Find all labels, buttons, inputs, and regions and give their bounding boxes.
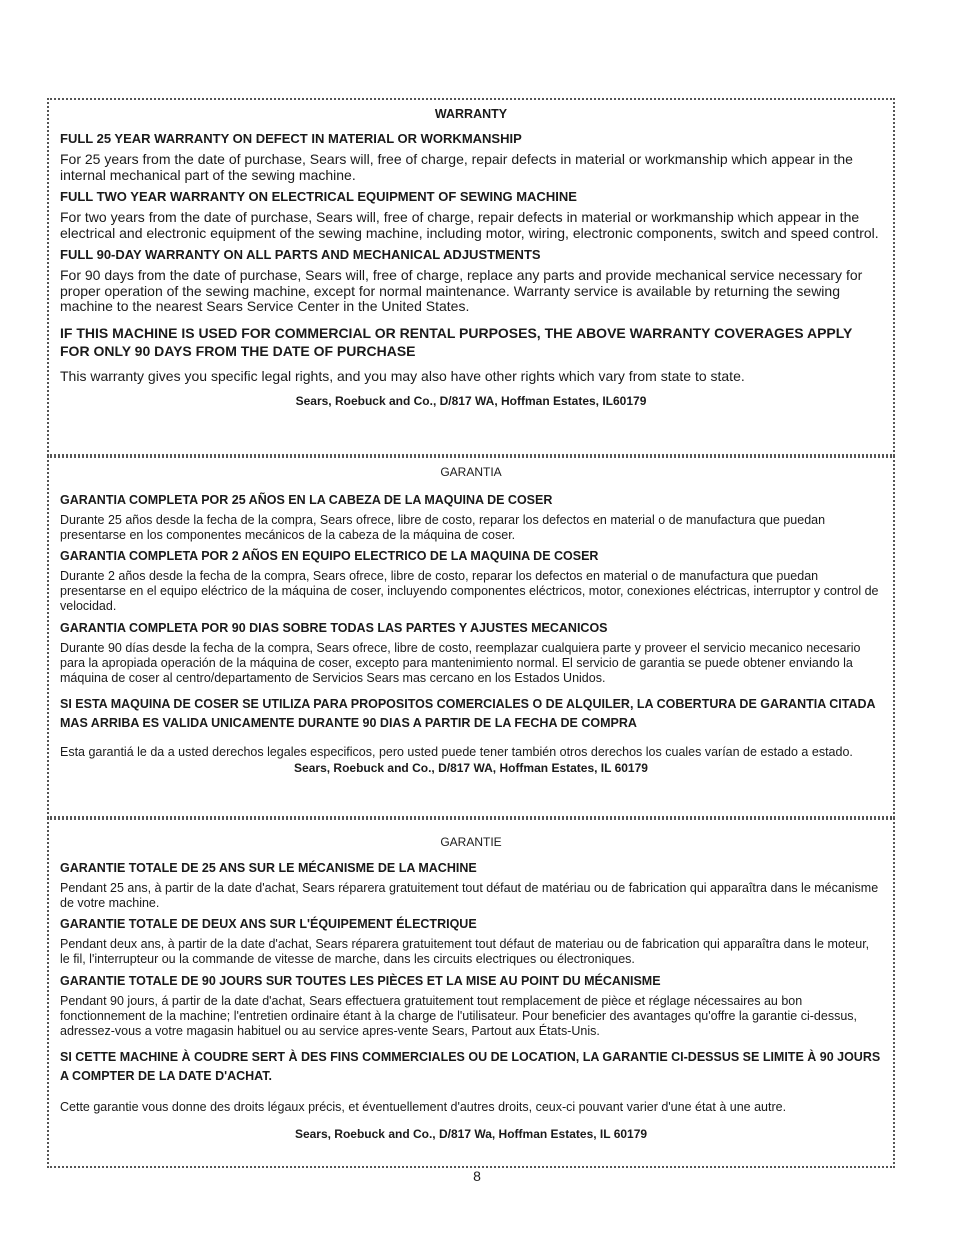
section-title-deux-ans: GARANTIE TOTALE DE DEUX ANS SUR L'ÉQUIPEMENT ÉLECTRIQUE (60, 917, 477, 931)
section-text-25-year: For 25 years from the date of purchase, Sears will, free of charge, repair defects in material or workmanship which appear in the internal mechanical part of the sewing machine. (60, 151, 853, 183)
section-title-90-dias: GARANTIA COMPLETA POR 90 DIAS SOBRE TODAS LAS PARTES Y AJUSTES MECANICOS (60, 621, 608, 635)
section-text-90-dias: Durante 90 días desde la fecha de la compra, Sears ofrece, libre de costo, reemplazar cualquiera parte y proveer el servicio mecanico necesario para la apropiada operación de la máquina de coser, excepto para mantenimiento normal. El servicio de garantia se puede obtener enviando la máquina de coser al centro/departamento de Servicios Sears mas cercano en los Estados Unidos. (60, 641, 861, 685)
warranty-french-content (60, 820, 882, 1141)
warranty-english-content (60, 100, 882, 408)
warranty-english-box (47, 98, 895, 456)
sears-direccion-footer: Sears, Roebuck and Co., D/817 WA, Hoffman Estates, IL 60179 (294, 761, 648, 775)
section-text-2-anos: Durante 2 años desde la fecha de la compra, Sears ofrece, libre de costo, reparar los defectos en material o de manufactura que puedan presentarse en el equipo eléctrico de la máquina de coser, incluyendo componentes eléctricos, motor, conexiones eléctricas, interruptor y control de velocidad. (60, 569, 879, 613)
usage-commercial-notice: SI CETTE MACHINE À COUDRE SERT À DES FINS COMMERCIALES OU DE LOCATION, LA GARANTIE CI-DESSUS SE LIMITE À 90 JOURS A COMPTER DE LA DATE D'ACHAT. (60, 1050, 881, 1083)
section-title-25-year: FULL 25 YEAR WARRANTY ON DEFECT IN MATERIAL OR WORKMANSHIP (60, 131, 522, 146)
page-number: 8 (473, 1168, 481, 1184)
warranty-spanish-box (47, 456, 895, 818)
section-title-2-anos: GARANTIA COMPLETA POR 2 AÑOS EN EQUIPO ELECTRICO DE LA MAQUINA DE COSER (60, 549, 599, 563)
section-title-90-jours: GARANTIE TOTALE DE 90 JOURS SUR TOUTES LES PIÈCES ET LA MISE AU POINT DU MÉCANISME (60, 974, 661, 988)
section-title-90-day: FULL 90-DAY WARRANTY ON ALL PARTS AND MECHANICAL ADJUSTMENTS (60, 247, 541, 262)
warranty-spanish-content (60, 458, 882, 775)
garantie-heading: GARANTIE (440, 835, 502, 849)
section-text-25-ans: Pendant 25 ans, à partir de la date d'achat, Sears réparera gratuitement tout défaut de matériau ou de fabrication qui apparaîtra dans le mécanisme de votre machine. (60, 881, 879, 910)
section-title-25-anos: GARANTIA COMPLETA POR 25 AÑOS EN LA CABEZA DE LA MAQUINA DE COSER (60, 493, 553, 507)
section-text-25-anos: Durante 25 años desde la fecha de la compra, Sears ofrece, libre de costo, reparar los defectos en material o de manufactura que puedan presentarse en los componentes mecánicos de la cabeza de la máquina de coser. (60, 513, 826, 542)
derechos-legales-text: Esta garantiá le da a usted derechos legales especificos, pero usted puede tener también otros derechos los cuales varían de estado a estado. (60, 745, 853, 759)
section-text-90-jours: Pendant 90 jours, á partir de la date d'achat, Sears effectuera gratuitement tout remplacement de pièce et réglage nécessaires au bon fonctionnement de la machine; l'entretien ordinaire étant à la charge de l'utilisateur. Pour beneficier des avantages qu'offre la garantie ci-dessus, adressez-vous a votre magasin habituel ou au service apres-vente Sears, Partout aux États-Unis. (60, 994, 857, 1038)
section-text-deux-ans: Pendant deux ans, à partir de la date d'achat, Sears réparera gratuitement tout défaut de materiau ou de fabrication qui apparaîtra dans le moteur, le fil, l'interrupteur ou la commande de vitesse de marche, dans les circuits electriques ou électroniques. (60, 937, 870, 966)
section-title-two-year: FULL TWO YEAR WARRANTY ON ELECTRICAL EQUIPMENT OF SEWING MACHINE (60, 189, 577, 204)
garantia-heading: GARANTIA (440, 465, 502, 479)
section-text-90-day: For 90 days from the date of purchase, Sears will, free of charge, replace any parts and provide mechanical service necessary for proper operation of the sewing machine, except for normal maintenance. Warranty service is available by returning the sewing machine to the nearest Sears Service Center in the United States. (60, 267, 863, 314)
sears-address-footer: Sears, Roebuck and Co., D/817 WA, Hoffman Estates, IL60179 (295, 394, 647, 408)
warranty-heading: WARRANTY (434, 107, 508, 121)
legal-rights-text: This warranty gives you specific legal rights, and you may also have other rights which vary from state to state. (60, 367, 745, 384)
commercial-use-notice: IF THIS MACHINE IS USED FOR COMMERCIAL OR RENTAL PURPOSES, THE ABOVE WARRANTY COVERAGES APPLY FOR ONLY 90 DAYS FROM THE DATE OF PURCHASE (60, 324, 853, 359)
uso-comercial-notice: SI ESTA MAQUINA DE COSER SE UTILIZA PARA PROPOSITOS COMERCIALES O DE ALQUILER, LA COBERTURA DE GARANTIA CITADA MAS ARRIBA ES VALIDA UNICAMENTE DURANTE 90 DIAS A PARTIR DE LA FECHA DE COMPRA (60, 697, 876, 730)
sears-adresse-footer: Sears, Roebuck and Co., D/817 Wa, Hoffman Estates, IL 60179 (294, 1127, 648, 1141)
section-title-25-ans: GARANTIE TOTALE DE 25 ANS SUR LE MÉCANISME DE LA MACHINE (60, 861, 477, 875)
droits-legaux-text: Cette garantie vous donne des droits légaux précis, et éventuellement d'autres droits, ceux-ci pouvant varier d'une état à une autre. (60, 1100, 787, 1114)
section-text-two-year: For two years from the date of purchase, Sears will, free of charge, repair defects in material or workmanship which appear in the electrical and electronic equipment of the sewing machine, including motor, wiring, electronic components, switch and speed control. (60, 209, 879, 241)
warranty-french-box (47, 818, 895, 1168)
